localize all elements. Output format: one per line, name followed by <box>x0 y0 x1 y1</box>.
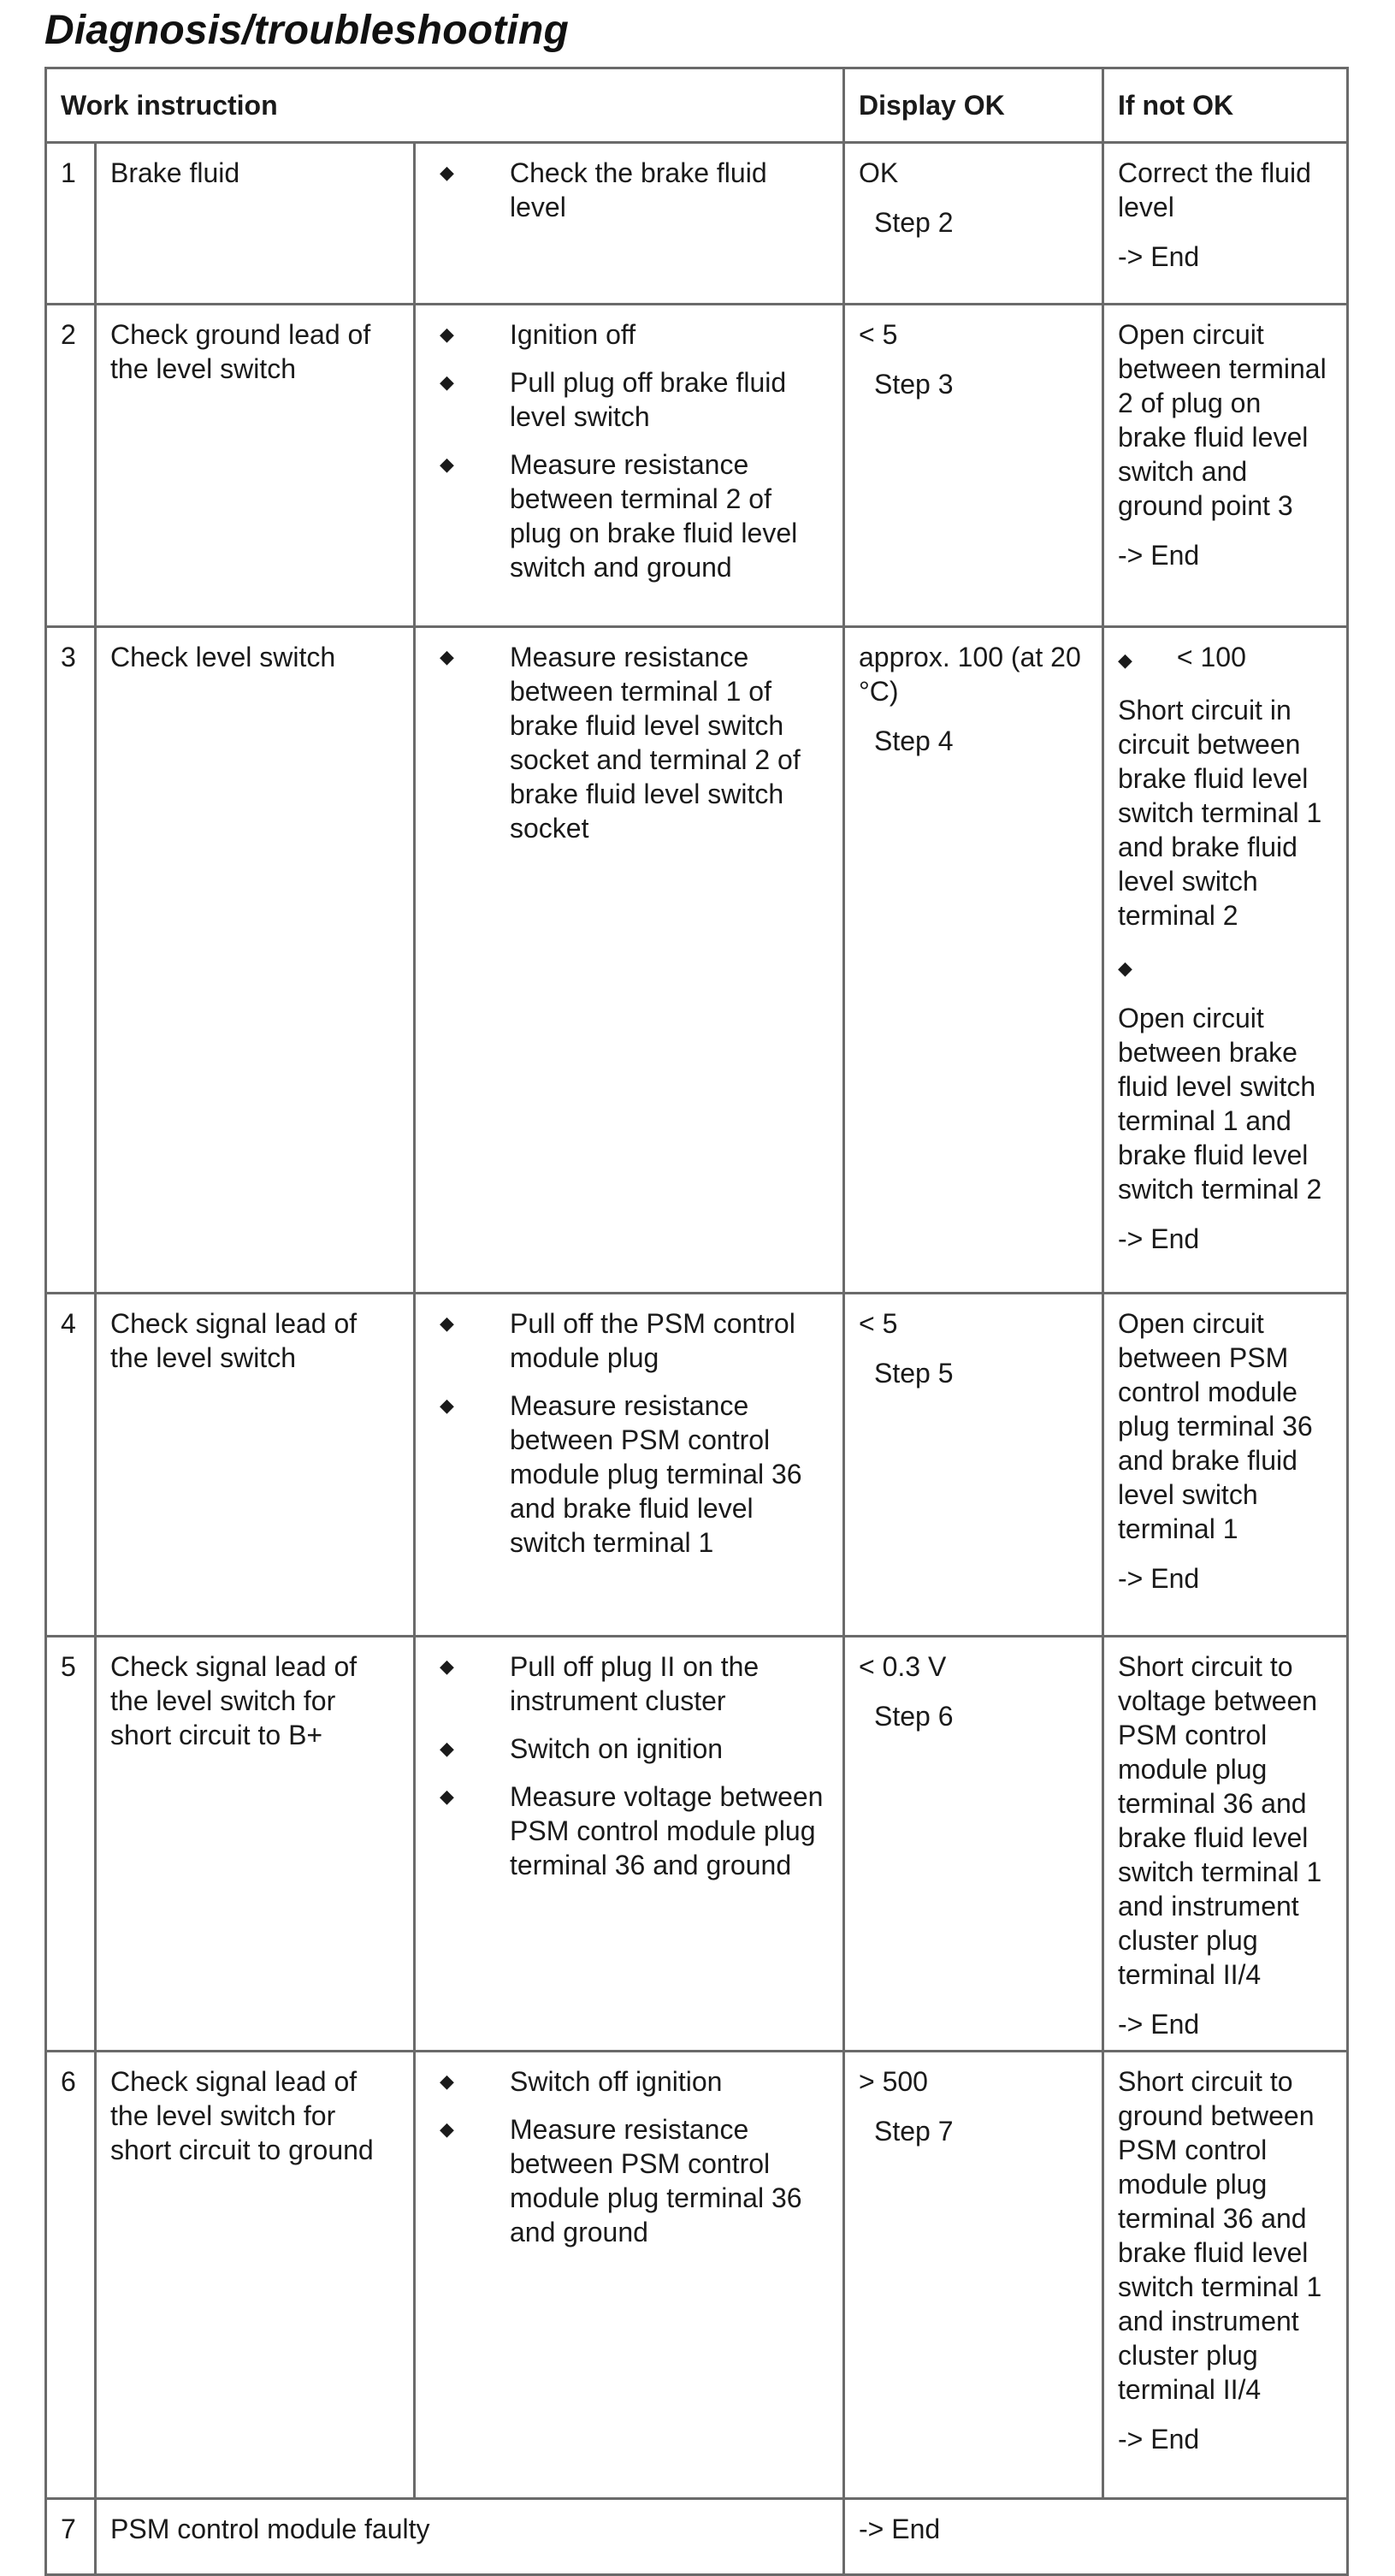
instruction-item: ◆ Ignition off <box>440 319 636 350</box>
display-ok-cell <box>844 627 1103 1294</box>
table-row <box>46 627 1348 1294</box>
step-instructions <box>415 1294 844 1637</box>
table-row <box>46 2499 1348 2575</box>
diamond-bullet-icon: ◆ <box>440 2070 454 2092</box>
instruction-item: ◆ Measure resistance between PSM control module plug terminal 36 and ground <box>440 2114 802 2247</box>
step-number: 4 <box>46 1294 96 1637</box>
header-display-ok: Display OK <box>844 68 1103 143</box>
next-step: Step 2 <box>874 207 954 238</box>
not-ok-text: Short circuit in circuit between brake fluid level switch terminal 1 and brake fluid level switch terminal 2 <box>1118 695 1322 931</box>
table-row <box>46 2052 1348 2499</box>
diamond-bullet-icon: ◆ <box>440 162 454 183</box>
step-number: 5 <box>46 1637 96 2052</box>
display-ok-cell <box>844 1294 1103 1637</box>
step-instructions <box>415 305 844 627</box>
diamond-bullet-icon: ◆ <box>440 1395 454 1416</box>
ok-value: < 5 <box>859 319 898 350</box>
diamond-bullet-icon: ◆ <box>440 453 454 475</box>
not-ok-end: -> End <box>1118 2009 1200 2040</box>
instruction-item: ◆ Switch off ignition <box>440 2066 723 2097</box>
header-if-not-ok: If not OK <box>1103 68 1348 143</box>
table-header-row <box>46 68 1348 143</box>
diamond-bullet-icon: ◆ <box>440 1738 454 1759</box>
next-step: Step 3 <box>874 369 954 400</box>
ok-value: < 0.3 V <box>859 1651 947 1682</box>
not-ok-end: -> End <box>1118 540 1200 571</box>
step-label: Check level switch <box>96 627 415 1294</box>
step-label: Check signal lead of the level switch <box>96 1294 415 1637</box>
step-label: Check signal lead of the level switch for short circuit to ground <box>96 2052 415 2499</box>
ok-value: > 500 <box>859 2066 928 2097</box>
step-label: Check signal lead of the level switch for short circuit to B+ <box>96 1637 415 2052</box>
not-ok-condition: ◆ < 100 <box>1118 642 1246 672</box>
table-row <box>46 1637 1348 2052</box>
next-step: Step 6 <box>874 1701 954 1732</box>
step-number: 2 <box>46 305 96 627</box>
step-number: 1 <box>46 143 96 305</box>
not-ok-cell <box>1103 305 1348 627</box>
next-step: Step 7 <box>874 2116 954 2147</box>
step-number: 7 <box>46 2499 96 2575</box>
not-ok-text: Open circuit between PSM control module plug terminal 36 and brake fluid level switch terminal 1 <box>1118 1308 1313 1544</box>
diamond-bullet-icon: ◆ <box>440 646 454 667</box>
step-instructions <box>415 627 844 1294</box>
diamond-bullet-icon: ◆ <box>440 371 454 393</box>
instruction-item: ◆ Pull off the PSM control module plug <box>440 1308 795 1373</box>
step-instructions <box>415 1637 844 2052</box>
instruction-item: ◆ Measure resistance between terminal 1 of brake fluid level switch socket and terminal 2 of brake fluid level switch socket <box>440 642 801 844</box>
display-ok-cell <box>844 2052 1103 2499</box>
diamond-bullet-icon: ◆ <box>440 1655 454 1677</box>
not-ok-end: -> End <box>1118 2424 1200 2455</box>
next-step: Step 5 <box>874 1358 954 1389</box>
next-step: Step 4 <box>874 725 954 756</box>
not-ok-cell <box>1103 1637 1348 2052</box>
display-ok-cell <box>844 143 1103 305</box>
display-ok-cell <box>844 1637 1103 2052</box>
diamond-bullet-icon: ◆ <box>440 323 454 345</box>
ok-value: OK <box>859 157 899 188</box>
header-work-instruction: Work instruction <box>46 68 844 143</box>
display-ok-cell <box>844 305 1103 627</box>
diamond-bullet-icon: ◆ <box>1118 957 1132 979</box>
ok-value: < 5 <box>859 1308 898 1339</box>
instruction-item: ◆ Check the brake fluid level <box>440 157 767 222</box>
troubleshooting-table <box>44 67 1349 2576</box>
not-ok-cell <box>1103 1294 1348 1637</box>
not-ok-cell <box>1103 627 1348 1294</box>
ok-value: approx. 100 (at 20 °C) <box>859 642 1081 707</box>
instruction-item: ◆ Pull plug off brake fluid level switch <box>440 367 787 432</box>
not-ok-cell <box>1103 2052 1348 2499</box>
not-ok-text: Correct the fluid level <box>1118 157 1311 222</box>
instruction-item: ◆ Pull off plug II on the instrument cluster <box>440 1651 760 1716</box>
not-ok-text: Short circuit to ground between PSM control module plug terminal 36 and brake fluid level switch terminal 1 and instrument cluster plug terminal II/4 <box>1118 2066 1322 2405</box>
page-title: Diagnosis/troubleshooting <box>44 8 569 53</box>
instruction-item: ◆ Measure voltage between PSM control module plug terminal 36 and ground <box>440 1781 824 1880</box>
step-label: Check ground lead of the level switch <box>96 305 415 627</box>
not-ok-end: -> End <box>1118 1563 1200 1594</box>
step-instructions <box>415 2052 844 2499</box>
instruction-item: ◆ Switch on ignition <box>440 1733 724 1764</box>
display-ok-cell: -> End <box>844 2499 1348 2575</box>
diamond-bullet-icon: ◆ <box>440 1312 454 1334</box>
step-instructions <box>415 143 844 305</box>
not-ok-text: Open circuit between brake fluid level switch terminal 1 and brake fluid level switch terminal 2 <box>1118 1003 1322 1205</box>
diamond-bullet-icon: ◆ <box>1118 649 1132 671</box>
step-number: 6 <box>46 2052 96 2499</box>
not-ok-end: -> End <box>1118 1223 1200 1254</box>
step-number: 3 <box>46 627 96 1294</box>
instruction-item: ◆ Measure resistance between PSM control module plug terminal 36 and brake fluid level switch terminal 1 <box>440 1390 802 1558</box>
instruction-item: ◆ Measure resistance between terminal 2 of plug on brake fluid level switch and ground <box>440 449 798 583</box>
not-ok-cell <box>1103 143 1348 305</box>
diamond-bullet-icon: ◆ <box>440 1785 454 1807</box>
not-ok-text: Short circuit to voltage between PSM control module plug terminal 36 and brake fluid level switch terminal 1 and instrument cluster plug terminal II/4 <box>1118 1651 1322 1990</box>
table-row <box>46 1294 1348 1637</box>
table-row <box>46 143 1348 305</box>
not-ok-text: Open circuit between terminal 2 of plug on brake fluid level switch and ground point 3 <box>1118 319 1327 521</box>
diamond-bullet-icon: ◆ <box>440 2118 454 2140</box>
step-label: PSM control module faulty <box>96 2499 844 2575</box>
step-label: Brake fluid <box>96 143 415 305</box>
table-row <box>46 305 1348 627</box>
not-ok-condition <box>1118 948 1334 986</box>
not-ok-end: -> End <box>1118 241 1200 272</box>
